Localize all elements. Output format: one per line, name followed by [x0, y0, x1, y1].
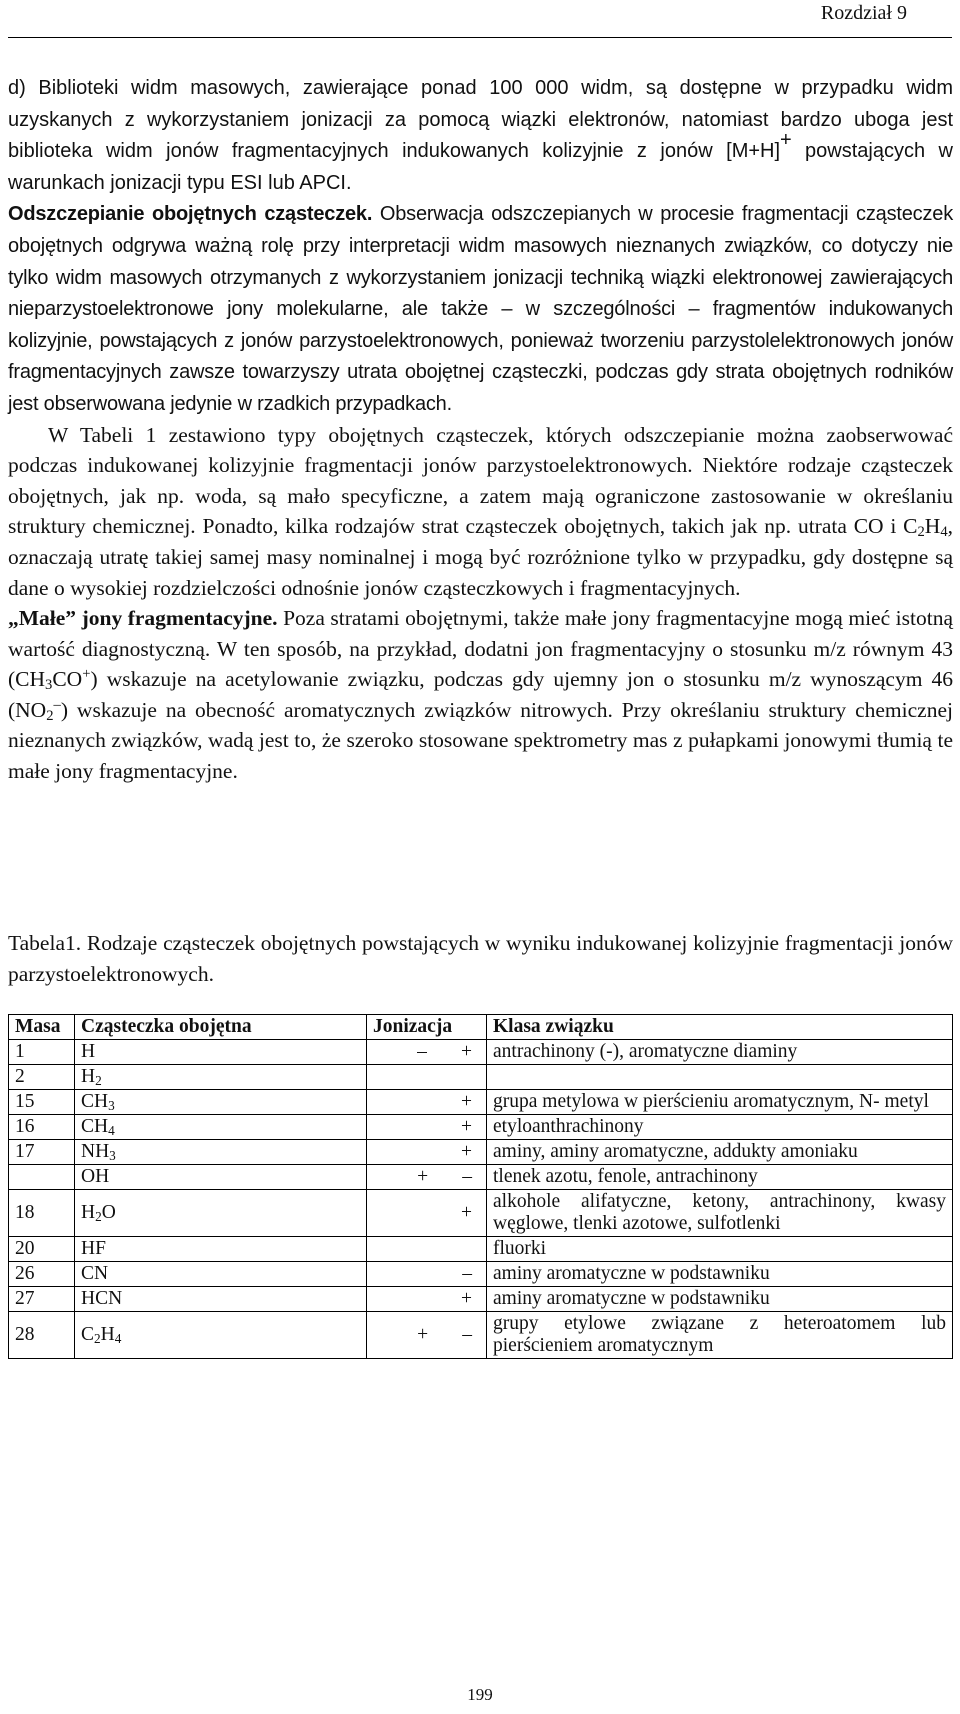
table-row: [9, 1312, 953, 1359]
molecule-mol: CH: [81, 1091, 109, 1112]
small-ions-sub1: 3: [45, 677, 53, 694]
cell-mass: 27: [9, 1287, 75, 1312]
cell-ionization: +: [367, 1140, 487, 1165]
neutral-loss-text: Obserwacja odszczepianych w procesie fragmentacji cząsteczek obojętnych odgrywa ważną rolę przy interpretacji widm masowych nieznanych związków, co dotyczy nie tylko widm masowych otrzymanych z wykorzystaniem jonizacji techniką wiązki elektronowej zawierających nieparzystoelektronowe jony molekularne, ale także – w szczególności – fragmentów indukowanych kolizyjnie, powstających z jonów parzystoelektronowych, ponieważ tworzeniu parzystolelektronowych jonów fragmentacyjnych zawsze towarzyszy utrata obojętnej cząsteczki, podczas gdy strata obojętnych rodników jest obserwowana jedynie w rzadkich przypadkach.: [8, 203, 953, 415]
molecule-sub: 2: [94, 1330, 101, 1346]
paragraph-d-sup: +: [780, 129, 792, 152]
cell-molecule: [75, 1262, 367, 1287]
molecule-sub: 2: [95, 1072, 102, 1088]
cell-molecule: [75, 1065, 367, 1090]
table-intro-mid1: H: [924, 514, 941, 539]
cell-mass: 15: [9, 1090, 75, 1115]
cell-mass: 28: [9, 1312, 75, 1359]
cell-ionization: +: [367, 1287, 487, 1312]
cell-ionization: + –: [367, 1312, 487, 1359]
table-row: [9, 1287, 953, 1312]
molecule-sub: 2: [95, 1208, 102, 1224]
header-rule: [8, 37, 952, 38]
table-header-row: [9, 1015, 953, 1040]
molecule-mol: HCN: [81, 1288, 123, 1309]
neutral-molecules-table: [8, 1014, 953, 1359]
molecule-mol: CH: [81, 1116, 109, 1137]
molecule-mol2: O: [101, 1202, 116, 1223]
cell-mass: 1: [9, 1040, 75, 1065]
molecule-mol: CN: [81, 1263, 109, 1284]
molecule-sub: 4: [108, 1122, 115, 1138]
cell-mass: 16: [9, 1115, 75, 1140]
molecule-mol: H: [81, 1202, 96, 1223]
cell-compound-class: antrachinony (-), aromatyczne diaminy: [487, 1040, 953, 1065]
cell-compound-class: grupy etylowe związane z heteroatomem lub pierścieniem aromatycznym: [487, 1312, 953, 1359]
cell-mass: 2: [9, 1065, 75, 1090]
header-molecule: Cząsteczka obojętna: [75, 1015, 367, 1040]
cell-molecule: [75, 1312, 367, 1359]
table-intro-sub2: 4: [940, 524, 948, 541]
cell-ionization: [367, 1065, 487, 1090]
header-mass: Masa: [9, 1015, 75, 1040]
cell-ionization: +: [367, 1115, 487, 1140]
cell-compound-class: grupa metylowa w pierścieniu aromatycznym, N- metyl: [487, 1090, 953, 1115]
molecule-sub: 3: [109, 1147, 116, 1163]
paragraph-small-ions: [8, 603, 953, 787]
molecule-sub: 3: [108, 1097, 115, 1113]
cell-compound-class: alkohole alifatyczne, ketony, antrachinony, kwasy węglowe, tlenki azotowe, sulfotlenki: [487, 1190, 953, 1237]
chapter-header: Rozdział 9: [820, 2, 907, 24]
cell-mass: [9, 1165, 75, 1190]
paragraph-table-intro: [8, 420, 953, 604]
cell-compound-class: fluorki: [487, 1237, 953, 1262]
paragraph-d-tail: powstających w warunkach jonizacji typu ESI lub APCI.: [8, 140, 953, 194]
table-intro-sub1: 2: [917, 524, 925, 541]
body-text: [8, 72, 953, 787]
small-ions-sup1: +: [82, 666, 91, 683]
table-caption: Tabela1. Rodzaje cząsteczek obojętnych powstających w wyniku indukowanej kolizyjnie fragmentacji jonów parzystoelektronowych.: [8, 931, 953, 986]
cell-molecule: [75, 1090, 367, 1115]
table-row: [9, 1065, 953, 1090]
table-row: [9, 1040, 953, 1065]
cell-compound-class: etyloanthrachinony: [487, 1115, 953, 1140]
header-compound-class: Klasa związku: [487, 1015, 953, 1040]
cell-ionization: – +: [367, 1040, 487, 1065]
small-ions-text1: Poza stratami obojętnymi, także małe jony fragmentacyjne mogą mieć istotną wartość diagnostyczną. W ten sposób, na przykład, dodatni jon fragmentacyjny o stosunku m/z równym 43 (CH: [8, 606, 953, 692]
small-ions-text3: ) wskazuje na obecność aromatycznych związków nitrowych. Przy określaniu struktury chemicznej nieznanych związków, wadą jest to, że szeroko stosowane spektrometry mas z pułapkami jonowymi tłumią te małe jony fragmentacyjne.: [8, 697, 953, 784]
molecule-mol: HF: [81, 1238, 106, 1259]
cell-mass: 17: [9, 1140, 75, 1165]
molecule-sub2: 4: [114, 1330, 122, 1346]
molecule-mol: C: [81, 1324, 95, 1345]
cell-compound-class: tlenek azotu, fenole, antrachinony: [487, 1165, 953, 1190]
cell-ionization: [367, 1237, 487, 1262]
small-ions-sub2: 2: [46, 708, 54, 725]
cell-compound-class: aminy aromatyczne w podstawniku: [487, 1262, 953, 1287]
cell-molecule: [75, 1165, 367, 1190]
molecule-mol2: H: [100, 1324, 115, 1345]
molecule-mol: H: [81, 1066, 96, 1087]
table-row: [9, 1140, 953, 1165]
neutral-loss-heading: Odszczepianie obojętnych cząsteczek.: [8, 203, 373, 226]
page-number: 199: [467, 1685, 493, 1704]
header-ionization: Jonizacja: [367, 1015, 487, 1040]
small-ions-heading: „Małe” jony fragmentacyjne.: [8, 606, 278, 631]
table-row: [9, 1262, 953, 1287]
cell-molecule: [75, 1040, 367, 1065]
cell-mass: 20: [9, 1237, 75, 1262]
paragraph-d: [8, 72, 953, 198]
cell-compound-class: aminy, aminy aromatyczne, addukty amoniaku: [487, 1140, 953, 1165]
cell-molecule: [75, 1115, 367, 1140]
molecule-mol: NH: [81, 1141, 110, 1162]
paragraph-neutral-loss: [8, 198, 953, 419]
small-ions-mid1: CO: [52, 667, 83, 692]
table-row: [9, 1090, 953, 1115]
cell-ionization: +: [367, 1190, 487, 1237]
cell-molecule: [75, 1190, 367, 1237]
table-intro-text2: , oznaczają utratę takiej samej masy nominalnej i mogą być rozróżnione tylko w przypadku, gdy dostępne są dane o wysokiej rozdzielczości odnośnie jonów cząsteczkowych i fragmentacyjnych.: [8, 514, 953, 600]
small-ions-text2: ) wskazuje na acetylowanie związku, podczas gdy ujemny jon o stosunku m/z wynoszącym 46 (NO: [8, 667, 953, 722]
cell-molecule: [75, 1140, 367, 1165]
cell-ionization: +: [367, 1090, 487, 1115]
table-row: [9, 1190, 953, 1237]
table-row: [9, 1165, 953, 1190]
table-row: [9, 1115, 953, 1140]
table-intro-text1: W Tabeli 1 zestawiono typy obojętnych cząsteczek, których odszczepianie można zaobserwować podczas indukowanej kolizyjnie fragmentacji jonów parzystoelektronowych. Niektóre rodzaje cząsteczek obojętnych, jak np. woda, są mało specyficzne, a zatem mają ograniczone zastosowanie w określaniu struktury chemicznej. Ponadto, kilka rodzajów strat cząsteczek obojętnych, takich jak np. utrata CO i C: [8, 422, 953, 539]
paragraph-d-lead: d) Biblioteki widm masowych, zawierające ponad 100 000 widm, są dostępne w przypadku widm uzyskanych z wykorzystaniem jonizacji za pomocą wiązki elektronów, natomiast bardzo uboga jest biblioteka widm jonów fragmentacyjnych indukowanych kolizyjnie z jonów [M+H]: [8, 77, 953, 163]
cell-compound-class: [487, 1065, 953, 1090]
table-row: [9, 1237, 953, 1262]
cell-ionization: –: [367, 1262, 487, 1287]
cell-ionization: + –: [367, 1165, 487, 1190]
cell-molecule: [75, 1237, 367, 1262]
cell-molecule: [75, 1287, 367, 1312]
small-ions-sup2: –: [53, 696, 61, 713]
cell-compound-class: aminy aromatyczne w podstawniku: [487, 1287, 953, 1312]
cell-mass: 26: [9, 1262, 75, 1287]
molecule-mol: H: [81, 1041, 96, 1062]
table-body: [9, 1040, 953, 1359]
cell-mass: 18: [9, 1190, 75, 1237]
molecule-mol: OH: [81, 1166, 110, 1187]
